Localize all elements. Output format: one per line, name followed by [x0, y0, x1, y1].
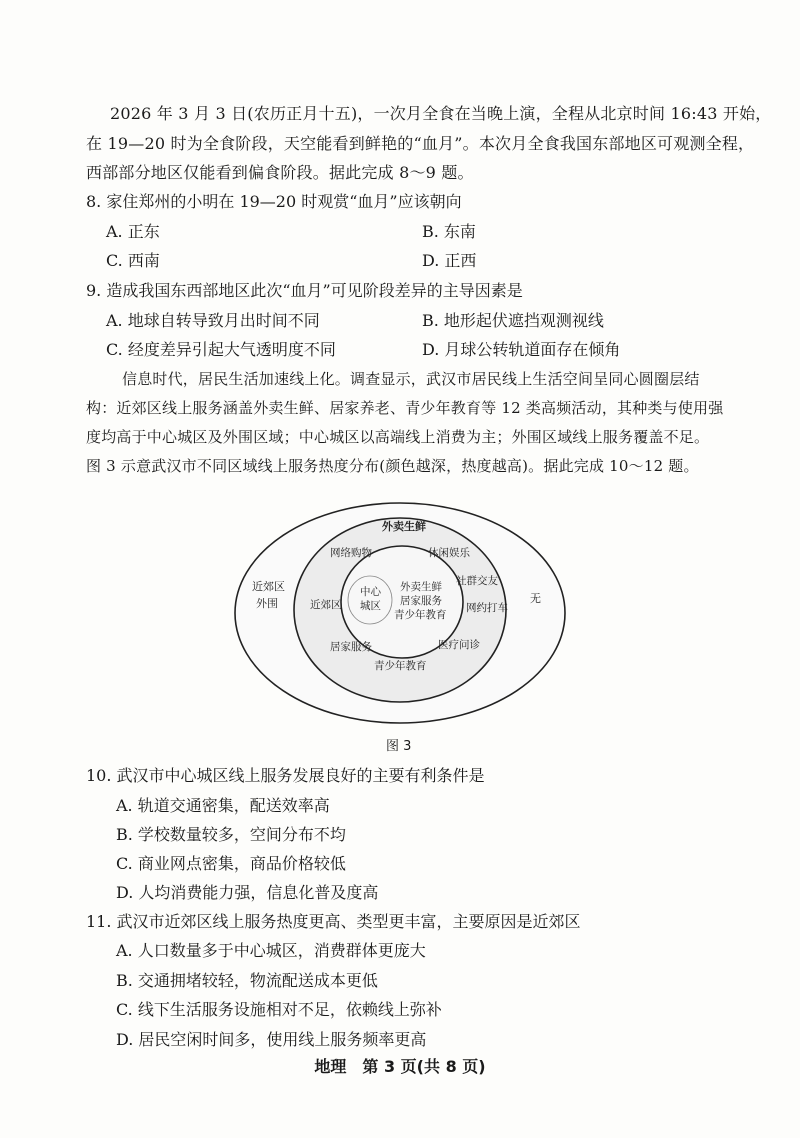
center-item-2: 居家服务	[400, 595, 442, 607]
q11-option-b: B. 交通拥堵较轻，物流配送成本更低	[116, 971, 378, 990]
center-item-3: 青少年教育	[394, 609, 447, 621]
q10-option-b: B. 学校数量较多，空间分布不均	[116, 825, 346, 844]
q10-stem: 10. 武汉市中心城区线上服务发展良好的主要有利条件是	[86, 766, 485, 785]
q8-option-b: B. 东南	[422, 222, 476, 241]
concentric-circle-diagram	[230, 498, 570, 728]
q11-option-c: C. 线下生活服务设施相对不足，依赖线上弥补	[116, 1000, 442, 1019]
q8-option-d: D. 正西	[422, 251, 477, 270]
intro1-line-2: 在 19—20 时为全食阶段，天空能看到鲜艳的“血月”。本次月全食我国东部地区可观测全程，	[86, 134, 755, 153]
middle-item-8: 居家服务	[330, 641, 372, 653]
middle-item-2: 网络购物	[330, 547, 372, 559]
q9-option-a: A. 地球自转导致月出时间不同	[106, 311, 320, 330]
q10-option-d: D. 人均消费能力强，信息化普及度高	[116, 883, 379, 902]
outer-left-label-2: 外围	[256, 597, 278, 610]
q8-option-c: C. 西南	[106, 251, 160, 270]
q8-stem: 8. 家住郑州的小明在 19—20 时观赏“血月”应该朝向	[86, 192, 462, 211]
q9-option-b: B. 地形起伏遮挡观测视线	[422, 311, 604, 330]
intro1-line-1: 2026 年 3 月 3 日(农历正月十五)，一次月全食在当晚上演，全程从北京时间 16:43 开始，	[110, 104, 772, 123]
middle-item-7: 青少年教育	[374, 660, 427, 672]
middle-item-6: 医疗问诊	[438, 639, 480, 651]
center-item-1: 外卖生鲜	[400, 581, 442, 593]
figure-caption: 图 3	[386, 739, 412, 754]
intro2-line-4: 图 3 示意武汉市不同区域线上服务热度分布(颜色越深，热度越高)。据此完成 10～12 题。	[86, 457, 699, 475]
middle-ring-label: 近郊区	[310, 599, 342, 611]
q9-option-c: C. 经度差异引起大气透明度不同	[106, 340, 336, 359]
intro2-line-3: 度均高于中心城区及外围区域；中心城区以高端线上消费为主；外围区域线上服务覆盖不足。	[86, 428, 710, 446]
q9-stem: 9. 造成我国东西部地区此次“血月”可见阶段差异的主导因素是	[86, 281, 523, 300]
middle-item-4: 社群交友	[456, 575, 498, 587]
intro2-line-2: 构：近郊区线上服务涵盖外卖生鲜、居家养老、青少年教育等 12 类高频活动，其种类与使用强	[86, 399, 724, 417]
center-label-2: 城区	[360, 600, 381, 612]
page-footer: 地理 第 3 页(共 8 页)	[314, 1057, 486, 1076]
q10-option-c: C. 商业网点密集，商品价格较低	[116, 854, 346, 873]
outer-right-label: 无	[530, 592, 541, 605]
q11-option-d: D. 居民空闲时间多，使用线上服务频率更高	[116, 1030, 427, 1049]
intro2-line-1: 信息时代，居民生活加速线上化。调查显示，武汉市居民线上生活空间呈同心圆圈层结	[122, 370, 700, 388]
q11-stem: 11. 武汉市近郊区线上服务热度更高、类型更丰富，主要原因是近郊区	[86, 912, 581, 931]
q10-option-a: A. 轨道交通密集，配送效率高	[116, 796, 330, 815]
q8-option-a: A. 正东	[106, 222, 160, 241]
middle-item-1: 外卖生鲜	[382, 520, 426, 533]
middle-item-3: 休闲娱乐	[428, 547, 470, 559]
middle-item-5: 网约打车	[466, 602, 508, 614]
center-label-1: 中心	[360, 586, 381, 598]
q9-option-d: D. 月球公转轨道面存在倾角	[422, 340, 621, 359]
intro1-line-3: 西部部分地区仅能看到偏食阶段。据此完成 8～9 题。	[86, 163, 474, 182]
q11-option-a: A. 人口数量多于中心城区，消费群体更庞大	[116, 941, 426, 960]
outer-left-label-1: 近郊区	[252, 580, 285, 593]
